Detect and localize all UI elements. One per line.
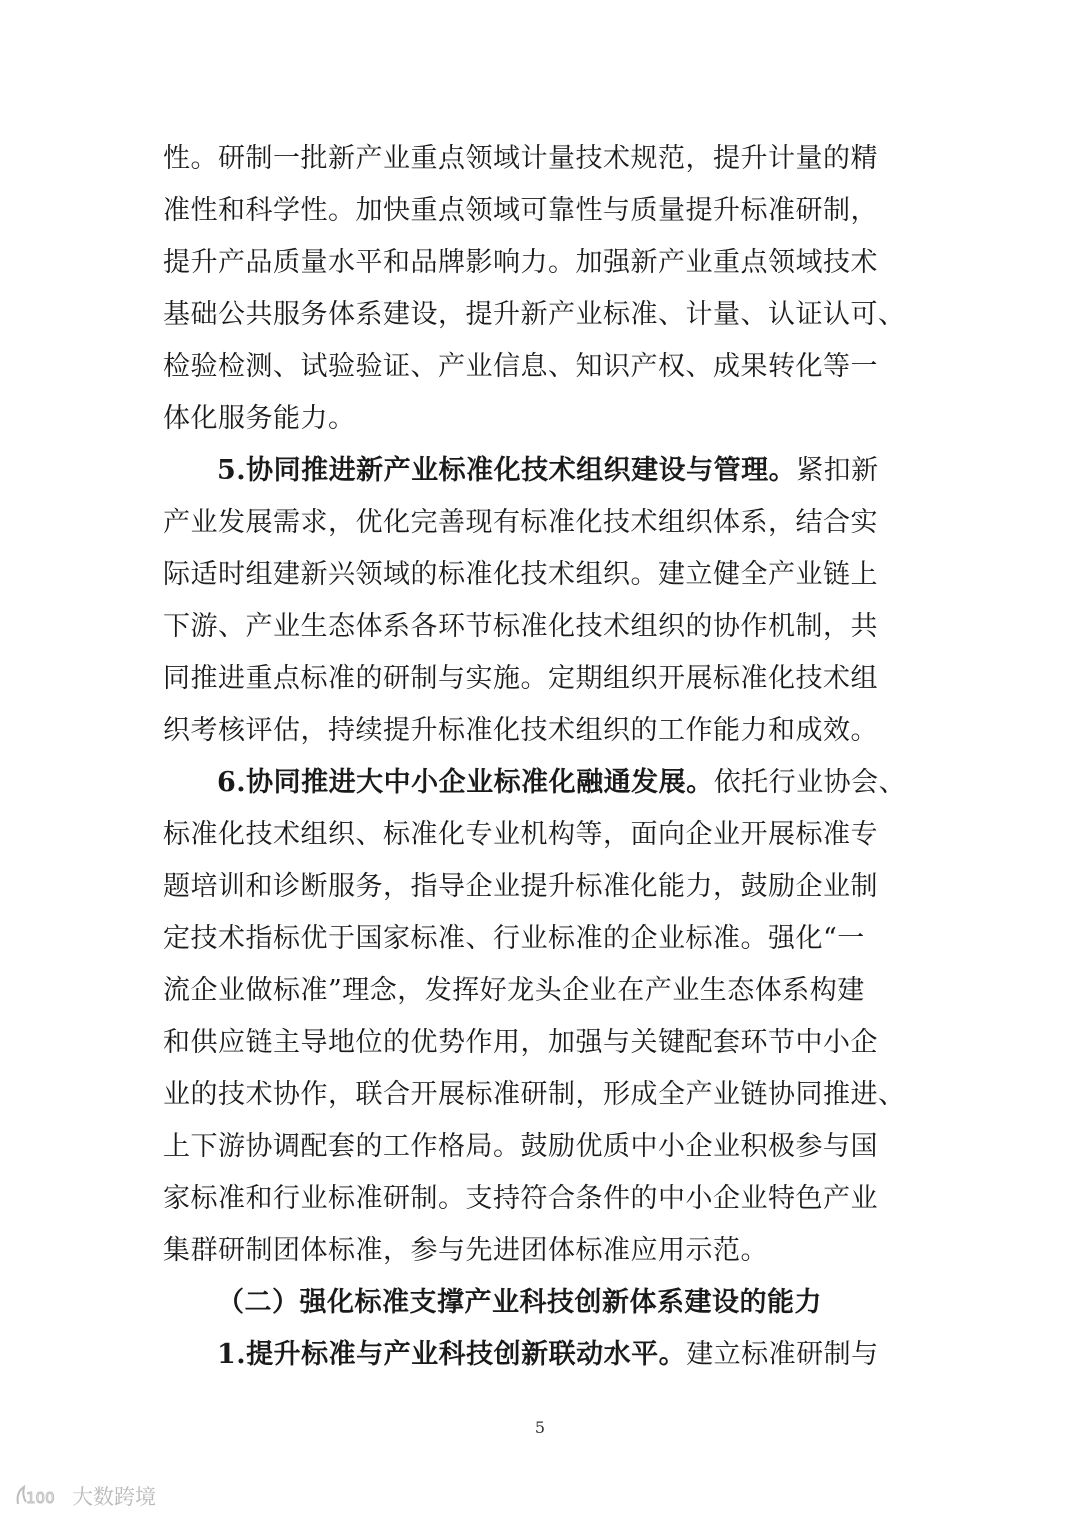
item-5-text: 紧扣新 [796,455,879,486]
text-line: 同推进重点标准的研制与实施。定期组织开展标准化技术组 [163,663,878,694]
text-line: 流企业做标准”理念，发挥好龙头企业在产业生态体系构建 [163,975,865,1006]
item-1-title: 1.提升标准与产业科技创新联动水平。 [217,1339,687,1370]
text-line: 检验检测、试验验证、产业信息、知识产权、成果转化等一 [163,351,878,382]
text-line: 性。研制一批新产业重点领域计量技术规范，提升计量的精 [163,143,878,174]
text-line: 定技术指标优于国家标准、行业标准的企业标准。强化“一 [163,923,865,954]
text-line: 准性和科学性。加快重点领域可靠性与质量提升标准研制， [163,195,878,226]
watermark-logo-icon [14,1482,66,1510]
paragraph-5-first-line [163,445,923,497]
item-6-text: 依托行业协会、 [713,767,907,798]
item-5-title: 5.协同推进新产业标准化技术组织建设与管理。 [217,455,797,486]
watermark-text: 大数跨境 [72,1485,156,1509]
text-line: 上下游协调配套的工作格局。鼓励优质中小企业积极参与国 [163,1131,878,1162]
text-line: 织考核评估，持续提升标准化技术组织的工作能力和成效。 [163,715,878,746]
text-line: 际适时组建新兴领域的标准化技术组织。建立健全产业链上 [163,559,878,590]
section-heading: （二）强化标准支撑产业科技创新体系建设的能力 [217,1287,822,1318]
text-line: 下游、产业生态体系各环节标准化技术组织的协作机制，共 [163,611,878,642]
paragraph-1-first-line [163,1329,923,1381]
text-line: 提升产品质量水平和品牌影响力。加强新产业重点领域技术 [163,247,878,278]
item-1-text: 建立标准研制与 [686,1339,879,1370]
watermark [14,1478,156,1514]
paragraph-6-first-line [163,757,923,809]
item-6-title: 6.协同推进大中小企业标准化融通发展。 [217,767,714,798]
page-number: 5 [534,1418,546,1437]
text-line: 家标准和行业标准研制。支持符合条件的中小企业特色产业 [163,1183,878,1214]
text-line: 题培训和诊断服务，指导企业提升标准化能力，鼓励企业制 [163,871,878,902]
text-line: 产业发展需求，优化完善现有标准化技术组织体系，结合实 [163,507,878,538]
text-line: 基础公共服务体系建设，提升新产业标准、计量、认证认可、 [163,299,906,330]
text-line: 业的技术协作，联合开展标准研制，形成全产业链协同推进、 [163,1079,906,1110]
text-line: 集群研制团体标准，参与先进团体标准应用示范。 [163,1235,768,1266]
text-line: 标准化技术组织、标准化专业机构等，面向企业开展标准专 [163,819,878,850]
watermark-logo-text: 100 [26,1489,55,1507]
text-line: 和供应链主导地位的优势作用，加强与关键配套环节中小企 [163,1027,878,1058]
body-text [163,133,923,1381]
text-line: 体化服务能力。 [163,403,356,434]
